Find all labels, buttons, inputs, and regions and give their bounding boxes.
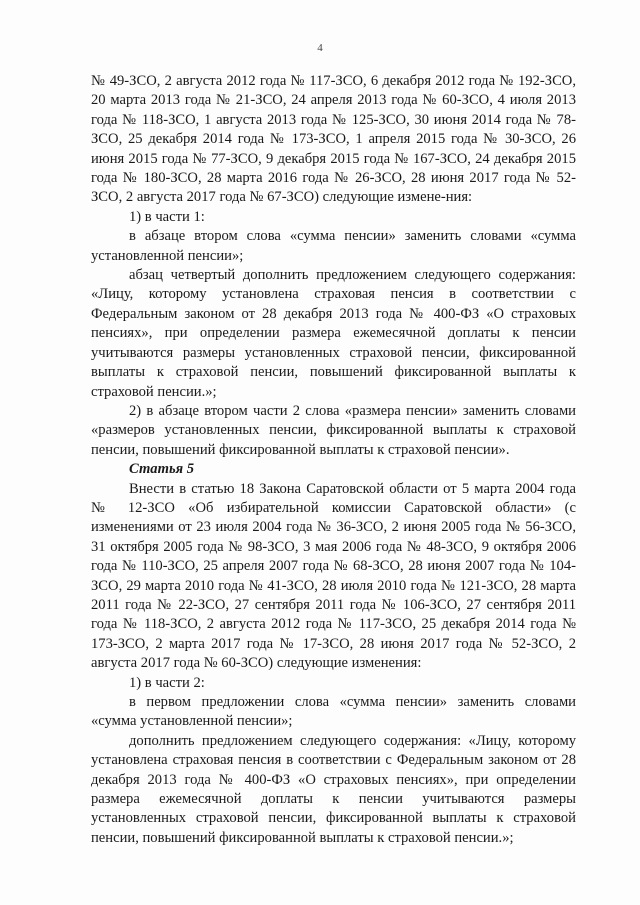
paragraph-bottom-0: Внести в статью 18 Закона Саратовской области от 5 марта 2004 года № 12-ЗСО «Об избирательной комиссии Саратовской области» (с изменениями от 23 июля 2004 года № 36-ЗСО, 2 июня 2005 года № 56-ЗСО, 31 октября 2005 года № 98-ЗСО, 3 мая 2006 года № 48-ЗСО, 9 октября 2006 года № 110-ЗСО, 25 апреля 2007 года № 68-ЗСО, 28 июня 2007 года № 104-ЗСО, 29 марта 2010 года № 41-ЗСО, 28 июля 2010 года № 121-ЗСО, 28 марта 2011 года № 22-ЗСО, 27 сентября 2011 года № 106-ЗСО, 27 сентября 2011 года № 118-ЗСО, 2 августа 2012 года № 117-ЗСО, 25 декабря 2014 года № 173-ЗСО, 2 марта 2017 года № 17-ЗСО, 28 июня 2017 года № 52-ЗСО, 2 августа 2017 года № 60-ЗСО) следующие изменения: bbox=[91, 480, 576, 672]
paragraph-top-0: № 49-ЗСО, 2 августа 2012 года № 117-ЗСО, 6 декабря 2012 года № 192-ЗСО, 20 марта 2013 года № 21-ЗСО, 24 апреля 2013 года № 60-ЗСО, 4 июля 2013 года № 118-ЗСО, 1 августа 2013 года № 125-ЗСО, 30 июня 2014 года № 78-ЗСО, 25 декабря 2014 года № 173-ЗСО, 1 апреля 2015 года № 30-ЗСО, 26 июня 2015 года № 77-ЗСО, 9 декабря 2015 года № 167-ЗСО, 24 декабря 2015 года № 180-ЗСО, 28 марта 2016 года № 26-ЗСО, 28 июня 2017 года № 52-ЗСО, 2 августа 2017 года № 67-ЗСО) следующие измене-ния: bbox=[91, 73, 576, 206]
paragraph-top-3: абзац четвертый дополнить предложением следующего содержания: «Лицу, которому установлена страховая пенсия в соответствии с Федеральным законом от 28 декабря 2013 года № 400-ФЗ «О страховых пенсиях», при определении размера ежемесячной доплаты к пенсии учитываются размеры установленных страховой пенсии, фиксированной выплаты к страховой пенсии, повышений фиксированной выплаты к страховой пенсии.»; bbox=[91, 267, 576, 400]
document-body bbox=[91, 72, 576, 848]
paragraph-bottom-2: в первом предложении слова «сумма пенсии» заменить словами «сумма установленной пенсии»; bbox=[91, 694, 576, 730]
paragraph-top-2: в абзаце втором слова «сумма пенсии» заменить словами «сумма установленной пенсии»; bbox=[91, 228, 576, 264]
paragraph-top-1: 1) в части 1: bbox=[129, 208, 205, 225]
paragraph-bottom-3: дополнить предложением следующего содержания: «Лицу, которому установлена страховая пенсия в соответствии с Федеральным законом от 28 декабря 2013 года № 400-ФЗ «О страховых пенсиях», при определении размера ежемесячной доплаты к пенсии учитываются размеры установленных страховой пенсии, фиксированной выплаты к страховой пенсии, повышений фиксированной выплаты к страховой пенсии.»; bbox=[91, 732, 576, 846]
article-heading: Статья 5 bbox=[129, 461, 195, 478]
paragraph-top-4: 2) в абзаце втором части 2 слова «размера пенсии» заменить словами «размеров установленных пенсии, фиксированной выплаты к страховой пенсии, повышений фиксированной выплаты к страховой пенсии». bbox=[91, 402, 576, 458]
page-number: 4 bbox=[317, 42, 323, 54]
paragraph-bottom-1: 1) в части 2: bbox=[129, 674, 205, 691]
